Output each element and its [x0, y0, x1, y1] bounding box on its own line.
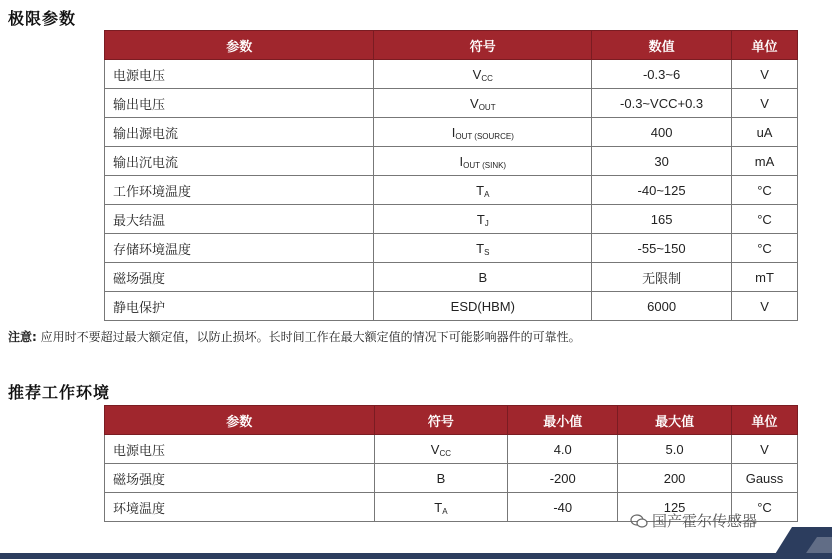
value-cell: 30 [592, 147, 732, 176]
symbol-main: V [470, 95, 479, 111]
symbol-main: V [472, 66, 482, 82]
unit-cell: °C [732, 176, 798, 205]
absolute-max-table [104, 30, 798, 321]
wechat-icon [630, 514, 648, 528]
symbol-cell [374, 147, 592, 176]
symbol-cell [374, 118, 592, 147]
unit-cell: uA [732, 118, 798, 147]
symbol-cell [374, 263, 592, 292]
unit-cell: V [732, 435, 798, 464]
symbol-main: ESD(HBM) [450, 298, 515, 314]
symbol-main: T [476, 211, 485, 227]
symbol-cell [374, 205, 592, 234]
value-cell: -0.3~VCC+0.3 [592, 89, 732, 118]
param-name-cell: 输出源电流 [105, 118, 374, 147]
table-row [105, 234, 798, 263]
min-cell: -200 [508, 464, 618, 493]
watermark-text: 国产霍尔传感器 [652, 512, 758, 530]
note-text [8, 328, 581, 345]
param-name-cell: 输出沉电流 [105, 147, 374, 176]
value-cell: 无限制 [592, 263, 732, 292]
table-row [105, 60, 798, 89]
symbol-subscript: J [484, 218, 489, 228]
max-cell: 200 [618, 464, 732, 493]
symbol-main: B [478, 269, 488, 285]
table-row [105, 263, 798, 292]
symbol-subscript: OUT (SINK) [463, 160, 507, 170]
symbol-cell [374, 464, 508, 493]
param-name-cell: 工作环境温度 [105, 176, 374, 205]
param-name-cell: 电源电压 [105, 435, 375, 464]
symbol-main: T [434, 499, 443, 515]
symbol-cell [374, 234, 592, 263]
value-cell: -55~150 [592, 234, 732, 263]
param-name-cell: 最大结温 [105, 205, 374, 234]
header-max: 最大值 [618, 406, 732, 435]
header-symbol: 符号 [374, 406, 508, 435]
max-cell: 5.0 [618, 435, 732, 464]
unit-cell: mA [732, 147, 798, 176]
symbol-cell [374, 292, 592, 321]
param-name-cell: 输出电压 [105, 89, 374, 118]
param-name-cell: 电源电压 [105, 60, 374, 89]
param-name-cell: 存储环境温度 [105, 234, 374, 263]
min-cell: 4.0 [508, 435, 618, 464]
symbol-subscript: OUT (SOURCE) [455, 131, 514, 141]
note-body: 应用时不要超过最大额定值，以防止损坏。长时间工作在最大额定值的情况下可能影响器件的可靠性。 [40, 330, 581, 344]
table-row [105, 292, 798, 321]
header-unit: 单位 [732, 406, 798, 435]
symbol-main: B [436, 470, 446, 486]
bottom-bar [0, 553, 832, 559]
table-row [105, 464, 798, 493]
param-name-cell: 磁场强度 [105, 464, 375, 493]
table-header-row [105, 31, 798, 60]
table-row [105, 205, 798, 234]
symbol-cell [374, 89, 592, 118]
symbol-subscript: CC [481, 73, 493, 83]
unit-cell: mT [732, 263, 798, 292]
watermark [630, 510, 757, 531]
value-cell: 165 [592, 205, 732, 234]
symbol-main: I [459, 153, 464, 169]
header-unit: 单位 [732, 31, 798, 60]
symbol-cell [374, 435, 508, 464]
table-row [105, 176, 798, 205]
unit-cell: V [732, 292, 798, 321]
param-name-cell: 磁场强度 [105, 263, 374, 292]
header-value: 数值 [592, 31, 732, 60]
value-cell: 400 [592, 118, 732, 147]
value-cell: -0.3~6 [592, 60, 732, 89]
param-name-cell: 静电保护 [105, 292, 374, 321]
table-row [105, 118, 798, 147]
table-header-row [105, 406, 798, 435]
unit-cell: °C [732, 234, 798, 263]
header-param: 参数 [105, 406, 375, 435]
symbol-main: T [476, 240, 485, 256]
max-cell: 125 [618, 493, 732, 522]
unit-cell: V [732, 60, 798, 89]
symbol-subscript: S [484, 247, 490, 257]
header-symbol: 符号 [374, 31, 592, 60]
symbol-main: V [430, 441, 440, 457]
param-name-cell: 环境温度 [105, 493, 375, 522]
header-param: 参数 [105, 31, 374, 60]
value-cell: -40~125 [592, 176, 732, 205]
recommended-conditions-table [104, 405, 798, 522]
symbol-subscript: A [442, 506, 448, 516]
symbol-main: T [476, 182, 485, 198]
symbol-subscript: A [484, 189, 490, 199]
table-row [105, 147, 798, 176]
symbol-subscript: OUT [478, 102, 496, 112]
unit-cell: °C [732, 493, 798, 522]
section-title-absolute-max: 极限参数 [8, 9, 77, 28]
symbol-cell [374, 60, 592, 89]
min-cell: -40 [508, 493, 618, 522]
symbol-subscript: CC [439, 448, 452, 458]
note-label: 注意: [8, 330, 37, 344]
unit-cell: Gauss [732, 464, 798, 493]
section-title-recommended: 推荐工作环境 [8, 383, 111, 402]
symbol-cell [374, 176, 592, 205]
table-row [105, 89, 798, 118]
unit-cell: °C [732, 205, 798, 234]
symbol-cell [374, 493, 508, 522]
header-min: 最小值 [508, 406, 618, 435]
value-cell: 6000 [592, 292, 732, 321]
unit-cell: V [732, 89, 798, 118]
symbol-main: I [451, 124, 456, 140]
table-row [105, 435, 798, 464]
